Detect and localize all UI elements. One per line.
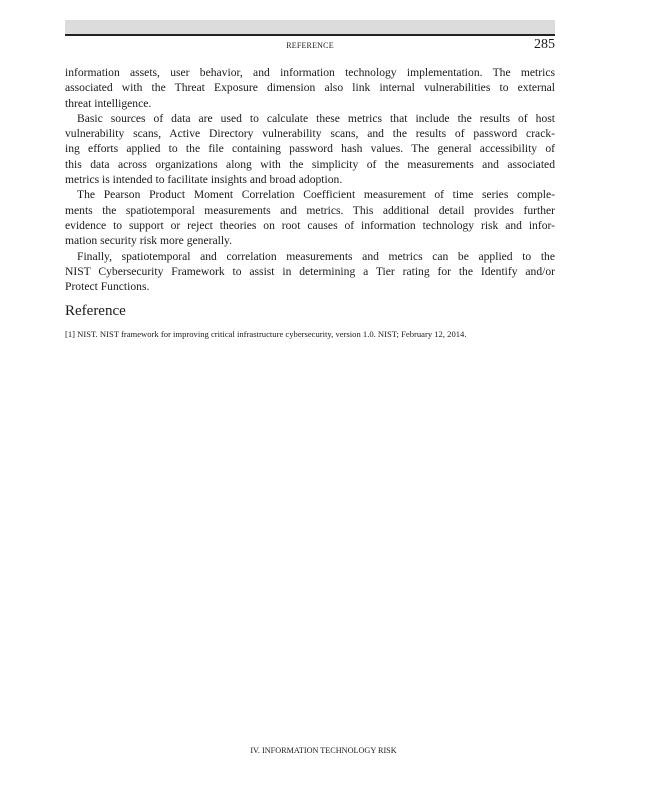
text-line: ments the spatiotemporal measurements and metrics. This additional detail provides further bbox=[65, 203, 555, 217]
reference-item: [1] NIST. NIST framework for improving critical infrastructure cybersecurity, version 1.0. NIST; February 12, 2014. bbox=[65, 329, 467, 339]
text-line: information assets, user behavior, and information technology implementation. The metrics bbox=[65, 66, 555, 79]
text-line: this data across organizations along with the simplicity of the measurements and associated bbox=[65, 157, 555, 171]
page-number: 285 bbox=[534, 37, 555, 52]
text-line: NIST Cybersecurity Framework to assist in determining a Tier rating for the Identify and/or bbox=[65, 264, 555, 278]
text-line: ing efforts applied to the file containing password hash values. The general accessibility of bbox=[65, 142, 555, 156]
paragraph bbox=[65, 65, 555, 111]
text-line: Protect Functions. bbox=[65, 280, 150, 294]
paragraph bbox=[65, 111, 555, 187]
text-line: mation security risk more generally. bbox=[65, 234, 232, 248]
text-line: Basic sources of data are used to calculate these metrics that include the results of host bbox=[77, 111, 555, 125]
paragraph bbox=[65, 249, 555, 295]
footer-section-title: IV. INFORMATION TECHNOLOGY RISK bbox=[250, 746, 397, 755]
header-bar bbox=[65, 20, 555, 34]
text-line: Finally, spatiotemporal and correlation measurements and metrics can be applied to the bbox=[77, 249, 555, 263]
text-line: vulnerability scans, Active Directory vulnerability scans, and the results of password crack- bbox=[65, 127, 555, 141]
body-text bbox=[65, 65, 555, 294]
text-line: associated with the Threat Exposure dimension also link internal vulnerabilities to external bbox=[65, 81, 555, 95]
reference-heading: Reference bbox=[65, 303, 126, 319]
paragraph bbox=[65, 187, 555, 248]
text-line: The Pearson Product Moment Correlation Coefficient measurement of time series comple- bbox=[77, 188, 555, 202]
running-title: REFERENCE bbox=[286, 41, 334, 50]
text-line: threat intelligence. bbox=[65, 96, 152, 110]
header-rule bbox=[65, 34, 555, 36]
text-line: evidence to support or reject theories on root causes of information technology risk and infor- bbox=[65, 218, 555, 232]
text-line: metrics is intended to facilitate insights and broad adoption. bbox=[65, 173, 343, 187]
